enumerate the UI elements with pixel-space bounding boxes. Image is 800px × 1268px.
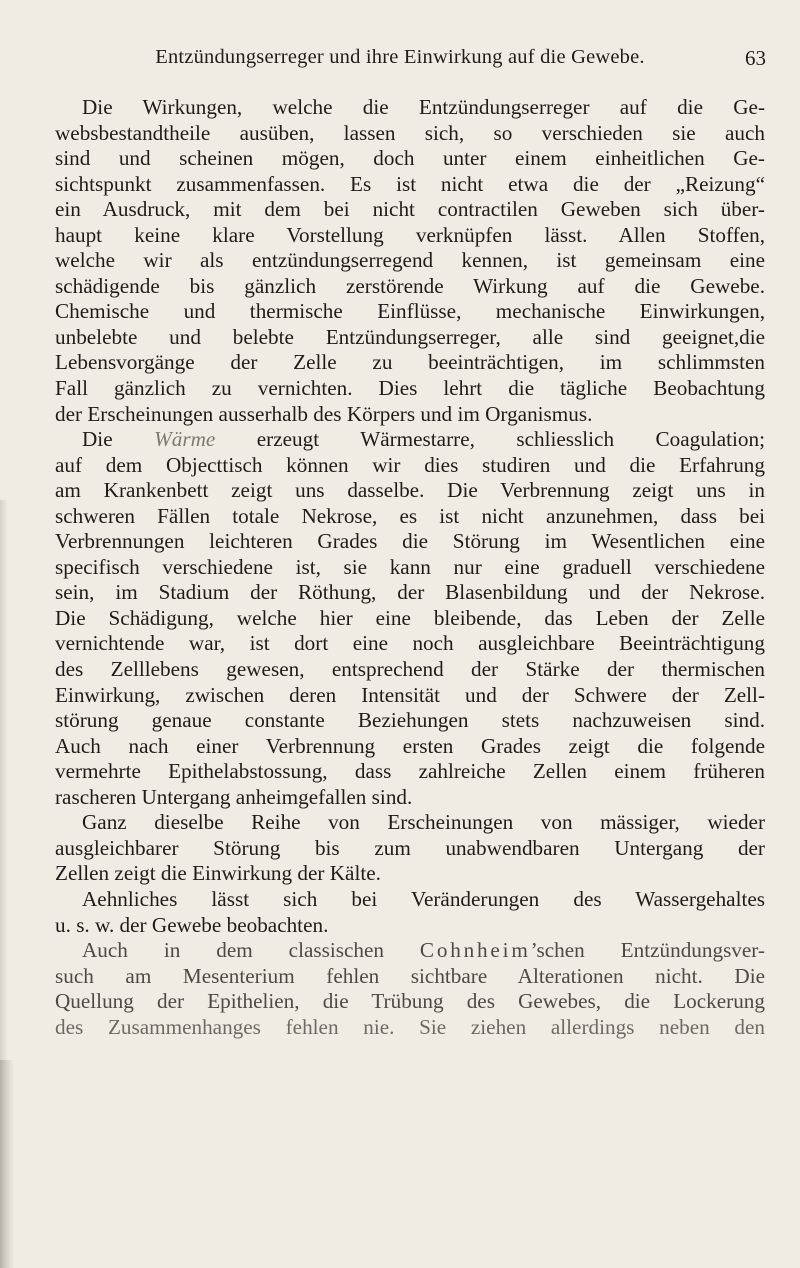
text-line [55, 938, 765, 964]
text-line: haupt keine klare Vorstellung verknüpfen lässt. Allen Stoffen, [55, 222, 765, 247]
text-line: schädigende bis gänzlich zerstörende Wirkung auf die Gewebe. [55, 273, 765, 298]
text-line: such am Mesenterium fehlen sichtbare Alterationen nicht. Die [55, 963, 765, 988]
text-line: welche wir als entzündungserregend kennen, ist gemeinsam eine [55, 248, 765, 273]
text-line: unbelebte und belebte Entzündungserreger, alle sind geeignet,die [55, 324, 765, 349]
text-line: ausgleichbarer Störung bis zum unabwendbaren Untergang der [55, 835, 765, 860]
text-line: des Zelllebens gewesen, entsprechend der Stärke der thermischen [55, 657, 765, 682]
text-line: Quellung der Epithelien, die Trübung des Gewebes, die Lockerung [55, 989, 765, 1014]
text-run: Die [82, 427, 113, 452]
text-line: vermehrte Epithelabstossung, dass zahlreiche Zellen einem früheren [55, 759, 765, 784]
text-line: schweren Fällen totale Nekrose, es ist nicht anzunehmen, dass bei [55, 503, 765, 528]
text-line: Ganz dieselbe Reihe von Erscheinungen von mässiger, wieder [82, 810, 765, 835]
text-line: Die Schädigung, welche hier eine bleibende, das Leben der Zelle [55, 605, 765, 630]
text-line: Chemische und thermische Einflüsse, mechanische Einwirkungen, [55, 299, 765, 324]
page-header [0, 46, 800, 76]
text-line: Die Wirkungen, welche die Entzündungserreger auf die Ge- [82, 95, 765, 119]
text-line: vernichtende war, ist dort eine noch ausgleichbare Beeinträchtigung [55, 631, 765, 656]
emphasis-word: Wärme [154, 427, 216, 452]
body-text [55, 95, 765, 1040]
text-line: sichtspunkt zusammenfassen. Es ist nicht etwa die der „Reizung“ [55, 171, 765, 196]
text-line: Auch nach einer Verbrennung ersten Grades zeigt die folgende [55, 733, 765, 758]
text-run: Auch in dem classischen [82, 938, 384, 963]
page-edge-shadow [0, 1060, 14, 1268]
text-line [55, 427, 765, 453]
text-line: ein Ausdruck, mit dem bei nicht contractilen Geweben sich über- [55, 197, 765, 222]
text-line: auf dem Objecttisch können wir dies studiren und die Erfahrung [55, 452, 765, 477]
text-line: Lebensvorgänge der Zelle zu beeinträchtigen, im schlimmsten [55, 350, 765, 375]
text-line: sind und scheinen mögen, doch unter einem einheitlichen Ge- [55, 146, 765, 171]
text-line: Aehnliches lässt sich bei Veränderungen des Wassergehaltes [82, 886, 765, 911]
text-line: Verbrennungen leichteren Grades die Störung im Wesentlichen eine [55, 529, 765, 554]
text-line: Fall gänzlich zu vernichten. Dies lehrt die tägliche Beobachtung [55, 376, 765, 401]
text-line: störung genaue constante Beziehungen stets nachzuweisen sind. [55, 708, 765, 733]
text-line: Zellen zeigt die Einwirkung der Kälte. [55, 861, 381, 886]
page-number: 63 [745, 46, 766, 70]
text-line: am Krankenbett zeigt uns dasselbe. Die Verbrennung zeigt uns in [55, 478, 765, 503]
text-line: sein, im Stadium der Röthung, der Blasenbildung und der Nekrose. [55, 580, 765, 605]
running-head: Entzündungserreger und ihre Einwirkung auf die Gewebe. [155, 46, 645, 68]
author-name: Cohnheim [419, 938, 531, 963]
text-line: Einwirkung, zwischen deren Intensität und der Schwere der Zell- [55, 682, 765, 707]
page-edge-shadow [0, 500, 8, 1060]
text-run: erzeugt Wärmestarre, schliesslich Coagulation; [256, 427, 765, 452]
text-line: specifisch verschiedene ist, sie kann nur eine graduell verschiedene [55, 554, 765, 579]
text-line: websbestandtheile ausüben, lassen sich, so verschieden sie auch [55, 120, 765, 145]
text-line: rascheren Untergang anheimgefallen sind. [55, 784, 413, 809]
text-line: des Zusammenhanges fehlen nie. Sie ziehen allerdings neben den [55, 1014, 765, 1039]
text-run: ’schen Entzündungsver- [530, 938, 765, 963]
text-line: u. s. w. der Gewebe beobachten. [55, 912, 329, 937]
text-line: der Erscheinungen ausserhalb des Körpers und im Organismus. [55, 401, 593, 426]
